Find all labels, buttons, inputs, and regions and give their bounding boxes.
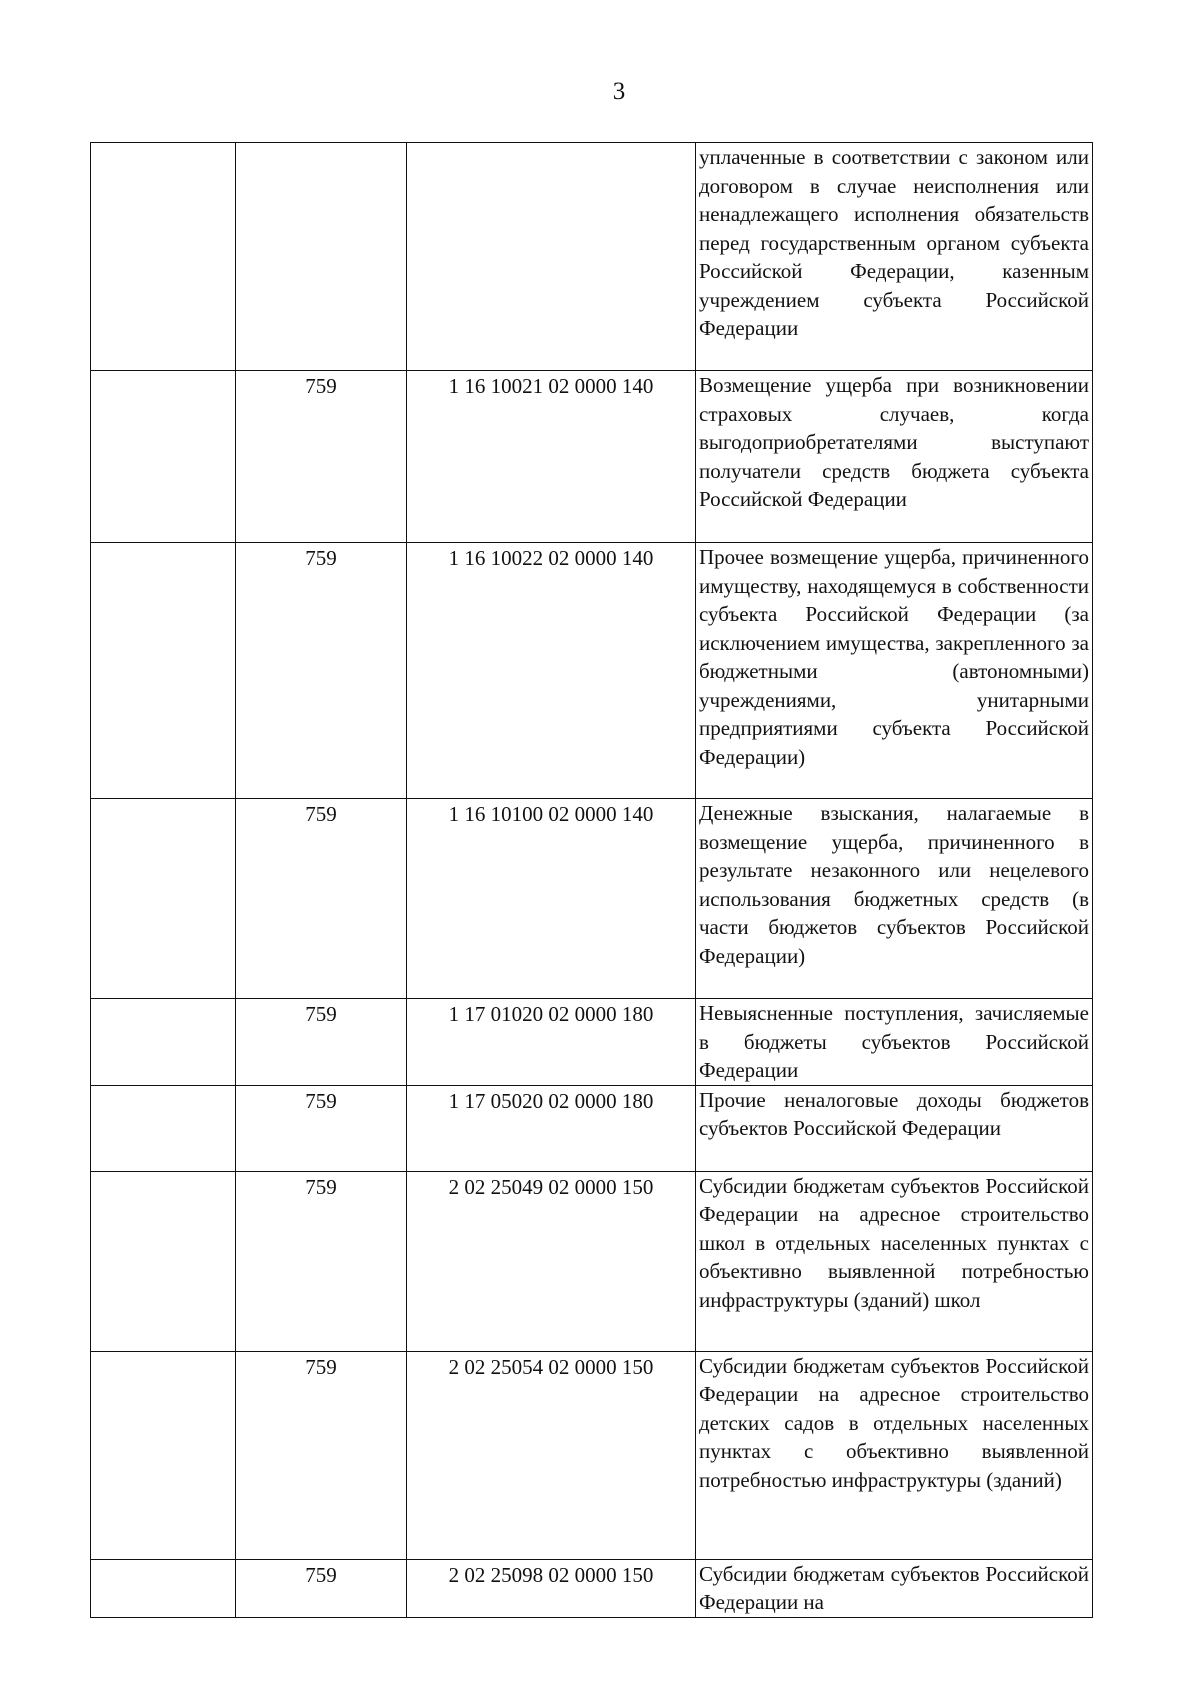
table-cell-empty xyxy=(91,799,236,999)
table-row xyxy=(91,1085,1093,1171)
table-row xyxy=(91,143,1093,371)
income-name-cell: Прочие неналоговые доходы бюджетов субъектов Российской Федерации xyxy=(696,1085,1093,1171)
table-row xyxy=(91,371,1093,543)
income-name-cell: Денежные взыскания, налагаемые в возмещение ущерба, причиненного в результате незаконного или нецелевого использования бюджетных средств (в части бюджетов субъектов Российской Федерации) xyxy=(696,799,1093,999)
income-name-cell: Субсидии бюджетам субъектов Российской Федерации на xyxy=(696,1559,1093,1617)
table-row xyxy=(91,999,1093,1086)
table-cell-empty xyxy=(91,1351,236,1559)
table-row xyxy=(91,1171,1093,1351)
table-row xyxy=(91,799,1093,999)
income-name-cell: Возмещение ущерба при возникновении страховых случаев, когда выгодоприобретателями выступают получатели средств бюджета субъекта Российской Федерации xyxy=(696,371,1093,543)
admin-code-cell: 759 xyxy=(236,1085,407,1171)
kbk-code-cell: 1 16 10022 02 0000 140 xyxy=(407,543,696,799)
income-name-cell: Субсидии бюджетам субъектов Российской Федерации на адресное строительство детских садов в отдельных населенных пунктах с объективно выявленной потребностью инфраструктуры (зданий) xyxy=(696,1351,1093,1559)
admin-code-cell: 759 xyxy=(236,1171,407,1351)
income-name-cell: Невыясненные поступления, зачисляемые в бюджеты субъектов Российской Федерации xyxy=(696,999,1093,1086)
page-number: 3 xyxy=(612,78,626,105)
kbk-code-cell xyxy=(407,143,696,371)
admin-code-cell: 759 xyxy=(236,1559,407,1617)
budget-codes-table xyxy=(90,142,1093,1618)
table-cell-empty xyxy=(91,1171,236,1351)
table-cell-empty xyxy=(91,1085,236,1171)
table-row xyxy=(91,1351,1093,1559)
admin-code-cell: 759 xyxy=(236,371,407,543)
table-cell-empty xyxy=(91,543,236,799)
table-cell-empty xyxy=(91,371,236,543)
kbk-code-cell: 2 02 25054 02 0000 150 xyxy=(407,1351,696,1559)
table-cell-empty xyxy=(91,1559,236,1617)
admin-code-cell: 759 xyxy=(236,999,407,1086)
admin-code-cell: 759 xyxy=(236,1351,407,1559)
table-row xyxy=(91,543,1093,799)
income-name-cell: уплаченные в соответствии с законом или договором в случае неисполнения или ненадлежащего исполнения обязательств перед государственным органом субъекта Российской Федерации, казенным учреждением субъекта Российской Федерации xyxy=(696,143,1093,371)
admin-code-cell xyxy=(236,143,407,371)
kbk-code-cell: 2 02 25049 02 0000 150 xyxy=(407,1171,696,1351)
kbk-code-cell: 1 16 10100 02 0000 140 xyxy=(407,799,696,999)
kbk-code-cell: 2 02 25098 02 0000 150 xyxy=(407,1559,696,1617)
income-name-cell: Субсидии бюджетам субъектов Российской Федерации на адресное строительство школ в отдельных населенных пунктах с объективно выявленной потребностью инфраструктуры (зданий) школ xyxy=(696,1171,1093,1351)
kbk-code-cell: 1 17 05020 02 0000 180 xyxy=(407,1085,696,1171)
table-cell-empty xyxy=(91,999,236,1086)
kbk-code-cell: 1 16 10021 02 0000 140 xyxy=(407,371,696,543)
table-row xyxy=(91,1559,1093,1617)
kbk-code-cell: 1 17 01020 02 0000 180 xyxy=(407,999,696,1086)
admin-code-cell: 759 xyxy=(236,543,407,799)
income-name-cell: Прочее возмещение ущерба, причиненного имуществу, находящемуся в собственности субъекта Российской Федерации (за исключением имущества, закрепленного за бюджетными (автономными) учреждениями, унитарными предприятиями субъекта Российской Федерации) xyxy=(696,543,1093,799)
table-cell-empty xyxy=(91,143,236,371)
admin-code-cell: 759 xyxy=(236,799,407,999)
